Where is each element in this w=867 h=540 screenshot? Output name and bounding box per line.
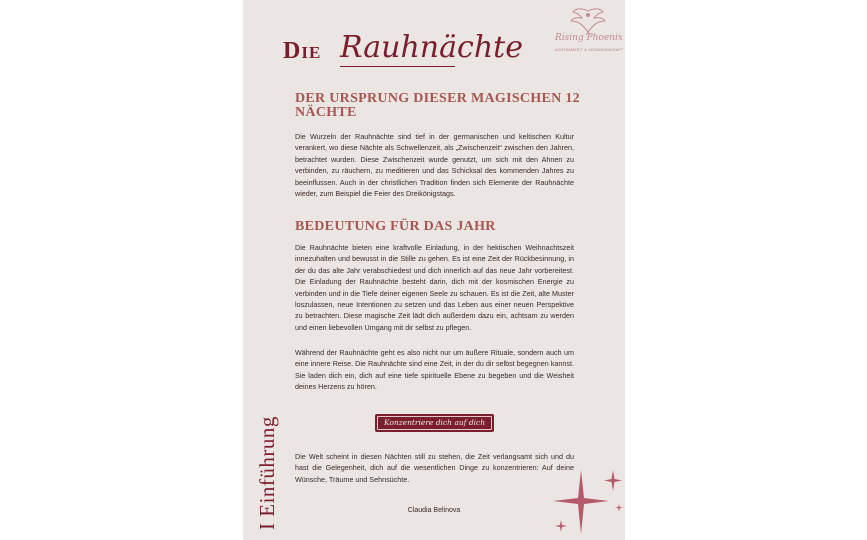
chapter-side-label: I Einführung xyxy=(255,416,279,530)
sparkle-stars-icon xyxy=(553,460,625,540)
banner-frame xyxy=(377,416,492,430)
banner-text: Konzentriere dich auf dich xyxy=(383,418,486,427)
phoenix-icon xyxy=(555,6,621,36)
logo-brand: Rising Phoenix xyxy=(555,33,623,43)
title-underline xyxy=(340,66,455,67)
paragraph-meaning-1: Die Rauhnächte bieten eine kraftvolle Einladung, in der hektischen Weihnachtszeit innezuhalten und bewusst in die Stille zu gehen. Es ist eine Zeit der Rückbesinnung, in der du das alte Jahr verabschiedest und dich innerlich auf das neue Jahr vorbereitest. Die Einladung der Rauhnächte besteht darin, dich mit der kosmischen Energie zu verbinden und in die Tiefe deiner eigenen Seele zu schauen. Es ist die Zeit, alte Muster loszulassen, neue Intentionen zu setzen und das Leben aus einer neuen Perspektive zu betrachten. Diese magische Zeit lädt dich außerdem dazu ein, achtsam zu werden und einen liebevollen Umgang mit dir selbst zu pflegen. xyxy=(295,243,574,332)
title-script: Rauhnächte xyxy=(340,30,523,65)
section-heading-meaning: BEDEUTUNG FÜR DAS JAHR xyxy=(295,219,496,234)
title-prefix: Die xyxy=(283,38,322,64)
document-page xyxy=(243,0,625,540)
paragraph-closing: Die Welt scheint in diesen Nächten still zu stehen, die Zeit verlangsamt sich und du hast die Gelegenheit, dich auf die wesentlichen Dinge zu konzentrieren: Auf deine Wünsche, Träume und Sehnsüchte. xyxy=(295,452,574,484)
paragraph-origin: Die Wurzeln der Rauhnächte sind tief in der germanischen und keltischen Kultur verankert, wo diese Nächte als Schwellenzeit, als „Zwischenzeit“ zwischen den Jahren, betrachtet wurden. Diese Zwischenzeit wurde genutzt, um sich mit den Ahnen zu verbinden, zu räuchern, zu meditieren und das Schicksal des kommenden Jahres zu beeinflussen. Auch in der christlichen Tradition finden sich Elemente der Rauhnächte wieder, zum Beispiel die Feier des Dreikönigstags. xyxy=(295,132,574,199)
focus-banner xyxy=(375,414,494,432)
section-heading-origin: DER URSPRUNG DIESER MAGISCHEN 12 NÄCHTE xyxy=(295,91,580,120)
author-signature: Claudia Belinova xyxy=(407,507,461,514)
logo-tagline: ACHTSAMKEIT & GEDANKENKRAFT xyxy=(555,48,624,52)
paragraph-meaning-2: Während der Rauhnächte geht es also nicht nur um äußere Rituale, sondern auch um eine innere Reise. Die Rauhnächte sind eine Zeit, in der du dir selbst begegnen kannst. Sie laden dich ein, dich auf eine tiefe spirituelle Ebene zu begeben und die Weisheit deines Herzens zu hören. xyxy=(295,348,574,392)
rising-phoenix-logo xyxy=(555,6,624,56)
